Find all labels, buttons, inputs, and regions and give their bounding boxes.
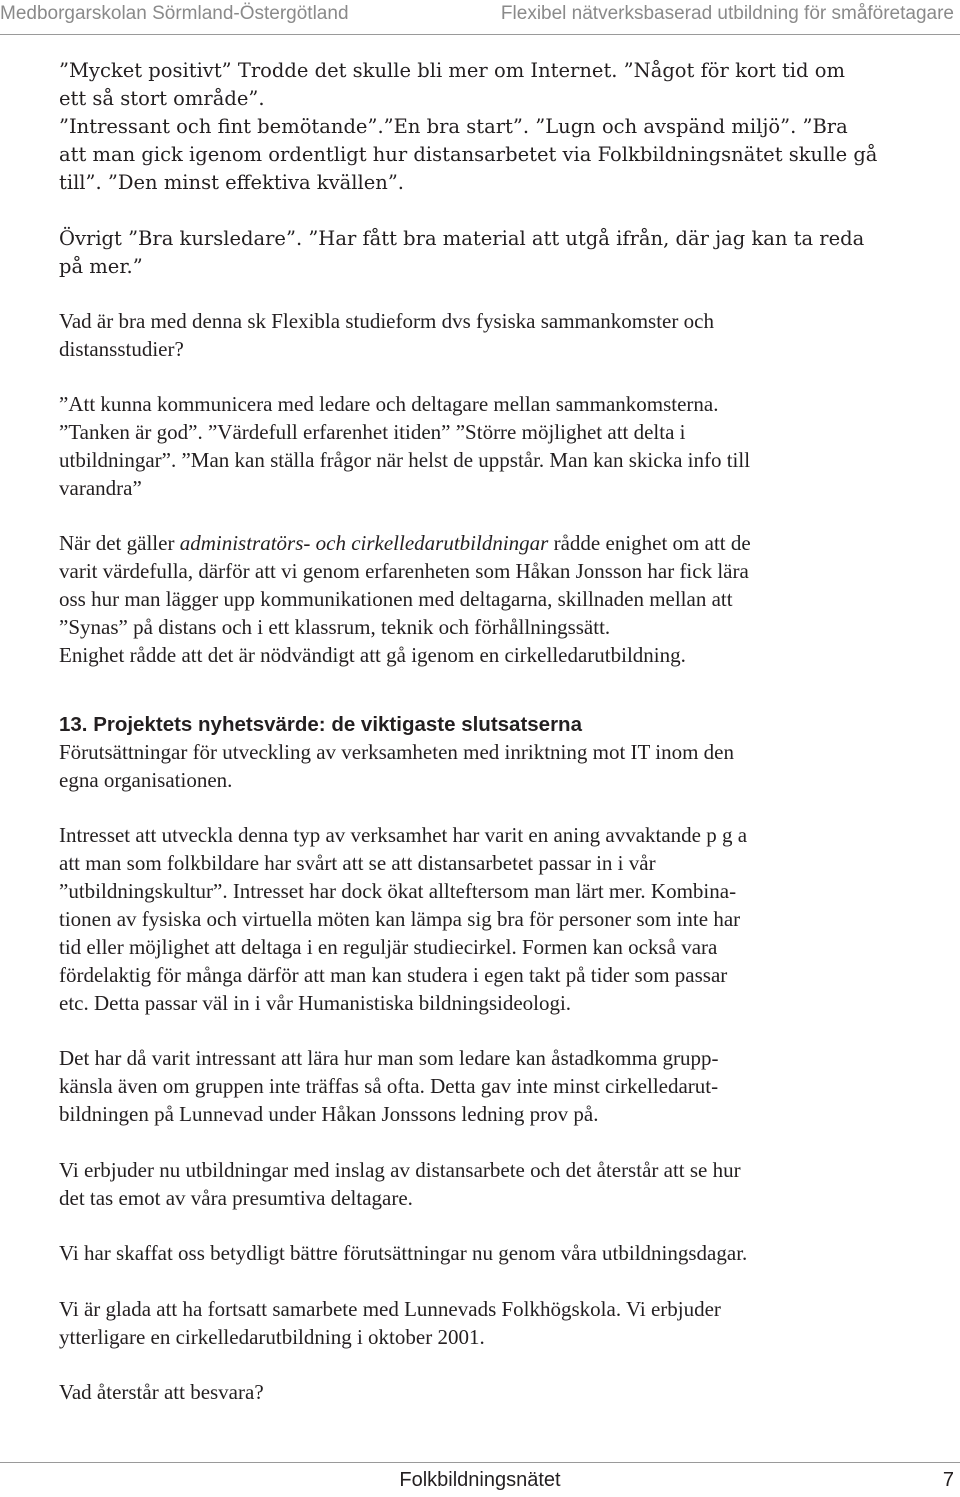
text-line: att man som folkbildare har svårt att se att distansarbetet passar in i vår bbox=[59, 851, 656, 875]
section-intro bbox=[59, 738, 909, 794]
footer-title: Folkbildningsnätet bbox=[399, 1469, 561, 1491]
text-line: Vi erbjuder nu utbildningar med inslag av distansarbete och det återstår att se hur bbox=[59, 1158, 741, 1182]
section-paragraph-4 bbox=[59, 1239, 909, 1267]
answers-paragraph bbox=[59, 390, 909, 502]
text-line: ”Mycket positivt” Trodde det skulle bli mer om Internet. ”Något för kort tid om bbox=[59, 59, 845, 82]
text-line: att man gick igenom ordentligt hur distansarbetet via Folkbildningsnätet skulle gå bbox=[59, 143, 878, 166]
text-line: Förutsättningar för utveckling av verksamheten med inriktning mot IT inom den bbox=[59, 740, 734, 764]
section-paragraph-2 bbox=[59, 1044, 909, 1128]
running-header bbox=[0, 0, 960, 34]
text-line: Övrigt ”Bra kursledare”. ”Har fått bra material att utgå ifrån, där jag kan ta reda bbox=[59, 227, 865, 250]
text-line: distansstudier? bbox=[59, 337, 184, 361]
text-line: ett så stort område”. bbox=[59, 87, 265, 110]
text-line: varit värdefulla, därför att vi genom erfarenheten som Håkan Jonsson har fick lära bbox=[59, 559, 749, 583]
section-paragraph-6 bbox=[59, 1378, 909, 1406]
text-line: känsla även om gruppen inte träffas så ofta. Detta gav inte minst cirkelledarut- bbox=[59, 1074, 719, 1098]
text-line: etc. Detta passar väl in i vår Humanistiska bildningsideologi. bbox=[59, 991, 572, 1015]
text-line bbox=[59, 529, 909, 557]
text-line: utbildningar”. ”Man kan ställa frågor när helst de uppstår. Man kan skicka info till bbox=[59, 448, 751, 472]
admin-paragraph bbox=[59, 529, 909, 669]
quotes-paragraph bbox=[59, 57, 909, 197]
text-line: tid eller möjlighet att deltaga i en reguljär studiecirkel. Formen kan också vara bbox=[59, 935, 718, 959]
text-line: Det har då varit intressant att lära hur man som ledare kan åstadkomma grupp- bbox=[59, 1046, 719, 1070]
text-line: bildningen på Lunnevad under Håkan Jonssons ledning prov på. bbox=[59, 1102, 599, 1126]
text-run: När det gäller bbox=[59, 531, 180, 555]
section-paragraph-5 bbox=[59, 1295, 909, 1351]
text-line: ”Intressant och fint bemötande”.”En bra start”. ”Lugn och avspänd miljö”. ”Bra bbox=[59, 115, 848, 138]
text-line: egna organisationen. bbox=[59, 768, 233, 792]
text-line: till”. ”Den minst effektiva kvällen”. bbox=[59, 171, 405, 194]
text-line: varandra” bbox=[59, 476, 142, 500]
page-number: 7 bbox=[942, 1469, 954, 1491]
section-paragraph-3 bbox=[59, 1156, 909, 1212]
text-line: Enighet rådde att det är nödvändigt att gå igenom en cirkelledarutbildning. bbox=[59, 643, 686, 667]
text-line: ytterligare en cirkelledarutbildning i oktober 2001. bbox=[59, 1325, 485, 1349]
text-line: Intresset att utveckla denna typ av verksamhet har varit en aning avvaktande p g a bbox=[59, 823, 748, 847]
ovrigt-paragraph bbox=[59, 225, 909, 281]
text-line: ”Synas” på distans och i ett klassrum, teknik och förhållningssätt. bbox=[59, 615, 611, 639]
header-project-title: Flexibel nätverksbaserad utbildning för småföretagare bbox=[500, 3, 954, 24]
text-line: Vi är glada att ha fortsatt samarbete med Lunnevads Folkhögskola. Vi erbjuder bbox=[59, 1297, 721, 1321]
footer-rule bbox=[0, 1462, 960, 1463]
text-line: tionen av fysiska och virtuella möten kan lämpa sig bra för personer som inte har bbox=[59, 907, 741, 931]
question-paragraph bbox=[59, 307, 909, 363]
header-rule bbox=[0, 34, 960, 35]
text-line: på mer.” bbox=[59, 255, 143, 278]
emphasis-training-types: administratörs- och cirkelledarutbildningar bbox=[179, 531, 549, 555]
text-line: Vad är bra med denna sk Flexibla studieform dvs fysiska sammankomster och bbox=[59, 309, 714, 333]
text-line: fördelaktig för många därför att man kan studera i egen takt på tider som passar bbox=[59, 963, 728, 987]
text-line: ”Tanken är god”. ”Värdefull erfarenhet itiden” ”Större möjlighet att delta i bbox=[59, 420, 686, 444]
text-line: Vad återstår att besvara? bbox=[59, 1380, 264, 1404]
header-organization: Medborgarskolan Sörmland-Östergötland bbox=[0, 3, 349, 24]
text-line: ”utbildningskultur”. Intresset har dock ökat allteftersom man lärt mer. Kombina- bbox=[59, 879, 737, 903]
text-line: Vi har skaffat oss betydligt bättre förutsättningar nu genom våra utbildningsdagar. bbox=[59, 1241, 748, 1265]
text-line: ”Att kunna kommunicera med ledare och deltagare mellan sammankomsterna. bbox=[59, 392, 719, 416]
text-line: det tas emot av våra presumtiva deltagare. bbox=[59, 1186, 413, 1210]
section-heading: 13. Projektets nyhetsvärde: de viktigaste slutsatserna bbox=[59, 713, 582, 736]
text-run: rådde enighet om att de bbox=[548, 531, 751, 555]
text-line: oss hur man lägger upp kommunikationen med deltagarna, skillnaden mellan att bbox=[59, 587, 733, 611]
section-paragraph-1 bbox=[59, 821, 909, 1017]
